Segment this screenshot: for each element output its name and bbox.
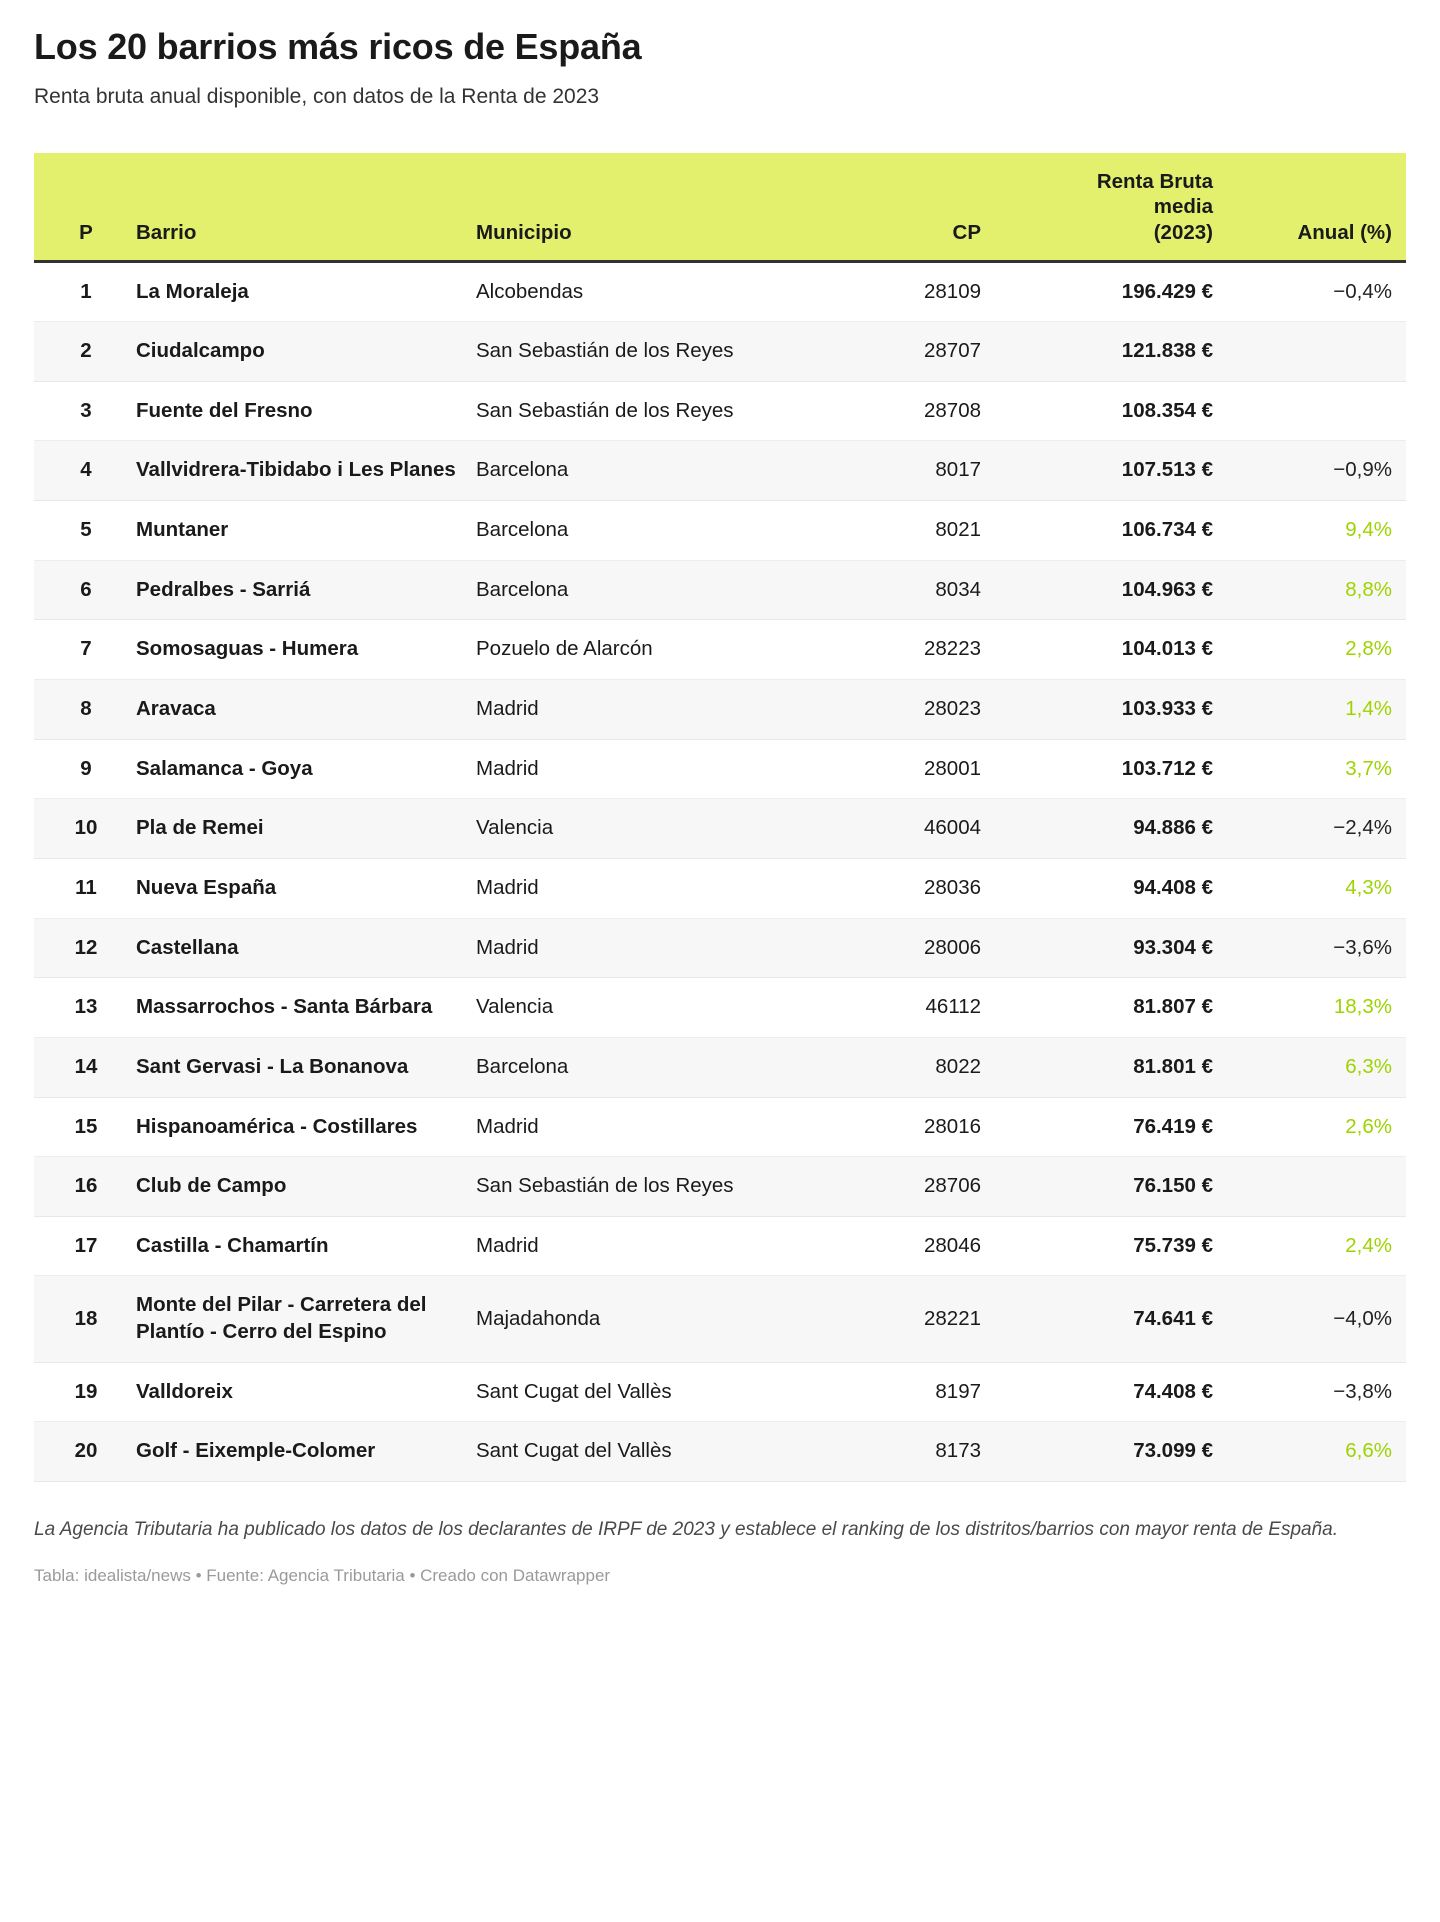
cell-renta-bruta-media: 74.408 €: [991, 1362, 1223, 1422]
cell-cp: 8017: [786, 441, 991, 501]
cell-municipio: Sant Cugat del Vallès: [466, 1362, 786, 1422]
cell-posicion: 7: [34, 620, 126, 680]
cell-renta-bruta-media: 73.099 €: [991, 1422, 1223, 1482]
column-header-posicion[interactable]: P: [34, 153, 126, 261]
cell-barrio: Sant Gervasi - La Bonanova: [126, 1037, 466, 1097]
table-row: [34, 680, 1406, 740]
table-row: [34, 1037, 1406, 1097]
cell-renta-bruta-media: 121.838 €: [991, 322, 1223, 382]
cell-barrio: Monte del Pilar - Carretera del Plantío - Cerro del Espino: [126, 1276, 466, 1362]
cell-cp: 28023: [786, 680, 991, 740]
cell-barrio: Fuente del Fresno: [126, 381, 466, 441]
cell-variacion-anual: 6,3%: [1223, 1037, 1406, 1097]
column-header-renta-line-3: (2023): [1153, 220, 1213, 244]
table-row: [34, 799, 1406, 859]
cell-renta-bruta-media: 106.734 €: [991, 501, 1223, 561]
cell-cp: 46112: [786, 978, 991, 1038]
cell-municipio: San Sebastián de los Reyes: [466, 1157, 786, 1217]
cell-variacion-anual: 9,4%: [1223, 501, 1406, 561]
cell-posicion: 1: [34, 261, 126, 322]
cell-renta-bruta-media: 76.150 €: [991, 1157, 1223, 1217]
cell-cp: 46004: [786, 799, 991, 859]
cell-barrio: Ciudalcampo: [126, 322, 466, 382]
table-row: [34, 858, 1406, 918]
cell-variacion-anual: [1223, 322, 1406, 382]
table-row: [34, 978, 1406, 1038]
cell-barrio: Club de Campo: [126, 1157, 466, 1217]
table-row: [34, 1097, 1406, 1157]
cell-barrio: Aravaca: [126, 680, 466, 740]
cell-barrio: Muntaner: [126, 501, 466, 561]
cell-variacion-anual: −3,8%: [1223, 1362, 1406, 1422]
cell-cp: 8034: [786, 560, 991, 620]
cell-posicion: 11: [34, 858, 126, 918]
cell-cp: 28221: [786, 1276, 991, 1362]
cell-posicion: 17: [34, 1216, 126, 1276]
cell-municipio: Madrid: [466, 918, 786, 978]
table-row: [34, 441, 1406, 501]
cell-variacion-anual: [1223, 381, 1406, 441]
cell-variacion-anual: 4,3%: [1223, 858, 1406, 918]
column-header-cp[interactable]: CP: [786, 153, 991, 261]
cell-renta-bruta-media: 104.013 €: [991, 620, 1223, 680]
cell-barrio: Massarrochos - Santa Bárbara: [126, 978, 466, 1038]
table-row: [34, 261, 1406, 322]
table-row: [34, 1157, 1406, 1217]
cell-municipio: Madrid: [466, 1097, 786, 1157]
footer-credit: Tabla: idealista/news • Fuente: Agencia Tributaria • Creado con Datawrapper: [34, 1565, 611, 1585]
cell-cp: 28707: [786, 322, 991, 382]
cell-municipio: Sant Cugat del Vallès: [466, 1422, 786, 1482]
cell-variacion-anual: −0,4%: [1223, 261, 1406, 322]
table-row: [34, 918, 1406, 978]
cell-posicion: 20: [34, 1422, 126, 1482]
cell-variacion-anual: −3,6%: [1223, 918, 1406, 978]
cell-posicion: 2: [34, 322, 126, 382]
cell-variacion-anual: 1,4%: [1223, 680, 1406, 740]
cell-cp: 28006: [786, 918, 991, 978]
cell-posicion: 18: [34, 1276, 126, 1362]
cell-barrio: Castellana: [126, 918, 466, 978]
cell-municipio: San Sebastián de los Reyes: [466, 322, 786, 382]
table-row: [34, 739, 1406, 799]
cell-municipio: Madrid: [466, 680, 786, 740]
cell-posicion: 12: [34, 918, 126, 978]
cell-barrio: Salamanca - Goya: [126, 739, 466, 799]
cell-cp: 28001: [786, 739, 991, 799]
table-row: [34, 1362, 1406, 1422]
cell-renta-bruta-media: 93.304 €: [991, 918, 1223, 978]
column-header-renta-bruta-media[interactable]: [991, 153, 1223, 261]
table-row: [34, 322, 1406, 382]
cell-variacion-anual: 18,3%: [1223, 978, 1406, 1038]
cell-variacion-anual: −2,4%: [1223, 799, 1406, 859]
cell-municipio: San Sebastián de los Reyes: [466, 381, 786, 441]
table-body: [34, 261, 1406, 1481]
cell-barrio: Pla de Remei: [126, 799, 466, 859]
cell-cp: 28016: [786, 1097, 991, 1157]
cell-barrio: La Moraleja: [126, 261, 466, 322]
column-header-renta-line-1: Renta Bruta: [1096, 169, 1213, 193]
cell-renta-bruta-media: 107.513 €: [991, 441, 1223, 501]
cell-variacion-anual: −0,9%: [1223, 441, 1406, 501]
table-row: [34, 1422, 1406, 1482]
column-header-municipio[interactable]: Municipio: [466, 153, 786, 261]
cell-posicion: 3: [34, 381, 126, 441]
table-row: [34, 1276, 1406, 1362]
cell-posicion: 14: [34, 1037, 126, 1097]
cell-cp: 28109: [786, 261, 991, 322]
table-header: [34, 153, 1406, 261]
cell-variacion-anual: 2,8%: [1223, 620, 1406, 680]
cell-barrio: Pedralbes - Sarriá: [126, 560, 466, 620]
ranking-table: [34, 153, 1406, 1482]
cell-municipio: Majadahonda: [466, 1276, 786, 1362]
cell-renta-bruta-media: 104.963 €: [991, 560, 1223, 620]
cell-municipio: Valencia: [466, 978, 786, 1038]
cell-cp: 8021: [786, 501, 991, 561]
table-row: [34, 620, 1406, 680]
cell-municipio: Madrid: [466, 739, 786, 799]
cell-posicion: 15: [34, 1097, 126, 1157]
cell-posicion: 6: [34, 560, 126, 620]
cell-renta-bruta-media: 108.354 €: [991, 381, 1223, 441]
table-row: [34, 560, 1406, 620]
cell-variacion-anual: [1223, 1157, 1406, 1217]
cell-municipio: Barcelona: [466, 501, 786, 561]
cell-cp: 28046: [786, 1216, 991, 1276]
cell-variacion-anual: −4,0%: [1223, 1276, 1406, 1362]
cell-barrio: Somosaguas - Humera: [126, 620, 466, 680]
table-row: [34, 501, 1406, 561]
page-title: Los 20 barrios más ricos de España: [34, 26, 642, 67]
cell-municipio: Barcelona: [466, 560, 786, 620]
cell-posicion: 13: [34, 978, 126, 1038]
cell-cp: 28223: [786, 620, 991, 680]
cell-municipio: Valencia: [466, 799, 786, 859]
cell-renta-bruta-media: 74.641 €: [991, 1276, 1223, 1362]
cell-variacion-anual: 6,6%: [1223, 1422, 1406, 1482]
cell-renta-bruta-media: 94.408 €: [991, 858, 1223, 918]
cell-renta-bruta-media: 81.807 €: [991, 978, 1223, 1038]
cell-variacion-anual: 8,8%: [1223, 560, 1406, 620]
cell-posicion: 16: [34, 1157, 126, 1217]
cell-barrio: Vallvidrera-Tibidabo i Les Planes: [126, 441, 466, 501]
cell-posicion: 10: [34, 799, 126, 859]
cell-variacion-anual: 3,7%: [1223, 739, 1406, 799]
cell-renta-bruta-media: 76.419 €: [991, 1097, 1223, 1157]
cell-barrio: Golf - Eixemple-Colomer: [126, 1422, 466, 1482]
cell-cp: 28036: [786, 858, 991, 918]
cell-renta-bruta-media: 75.739 €: [991, 1216, 1223, 1276]
cell-posicion: 19: [34, 1362, 126, 1422]
cell-variacion-anual: 2,4%: [1223, 1216, 1406, 1276]
cell-municipio: Barcelona: [466, 441, 786, 501]
cell-barrio: Hispanoamérica - Costillares: [126, 1097, 466, 1157]
cell-renta-bruta-media: 103.933 €: [991, 680, 1223, 740]
cell-barrio: Castilla - Chamartín: [126, 1216, 466, 1276]
footer-note: La Agencia Tributaria ha publicado los datos de los declarantes de IRPF de 2023 y establece el ranking de los distritos/barrios con mayor renta de España.: [34, 1519, 1339, 1541]
cell-variacion-anual: 2,6%: [1223, 1097, 1406, 1157]
cell-cp: 28708: [786, 381, 991, 441]
cell-posicion: 4: [34, 441, 126, 501]
page-subtitle: Renta bruta anual disponible, con datos de la Renta de 2023: [34, 85, 600, 109]
column-header-renta-line-2: media: [1153, 195, 1213, 219]
cell-barrio: Nueva España: [126, 858, 466, 918]
table-row: [34, 381, 1406, 441]
cell-posicion: 9: [34, 739, 126, 799]
cell-cp: 8173: [786, 1422, 991, 1482]
cell-municipio: Alcobendas: [466, 261, 786, 322]
cell-posicion: 8: [34, 680, 126, 740]
cell-renta-bruta-media: 196.429 €: [991, 261, 1223, 322]
table-footer: [34, 1516, 1406, 1613]
column-header-anual[interactable]: Anual (%): [1223, 153, 1406, 261]
table-row: [34, 1216, 1406, 1276]
cell-barrio: Valldoreix: [126, 1362, 466, 1422]
cell-municipio: Madrid: [466, 858, 786, 918]
cell-renta-bruta-media: 103.712 €: [991, 739, 1223, 799]
cell-municipio: Pozuelo de Alarcón: [466, 620, 786, 680]
cell-posicion: 5: [34, 501, 126, 561]
cell-cp: 28706: [786, 1157, 991, 1217]
cell-cp: 8197: [786, 1362, 991, 1422]
cell-municipio: Barcelona: [466, 1037, 786, 1097]
cell-cp: 8022: [786, 1037, 991, 1097]
cell-municipio: Madrid: [466, 1216, 786, 1276]
cell-renta-bruta-media: 81.801 €: [991, 1037, 1223, 1097]
column-header-barrio[interactable]: Barrio: [126, 153, 466, 261]
cell-renta-bruta-media: 94.886 €: [991, 799, 1223, 859]
